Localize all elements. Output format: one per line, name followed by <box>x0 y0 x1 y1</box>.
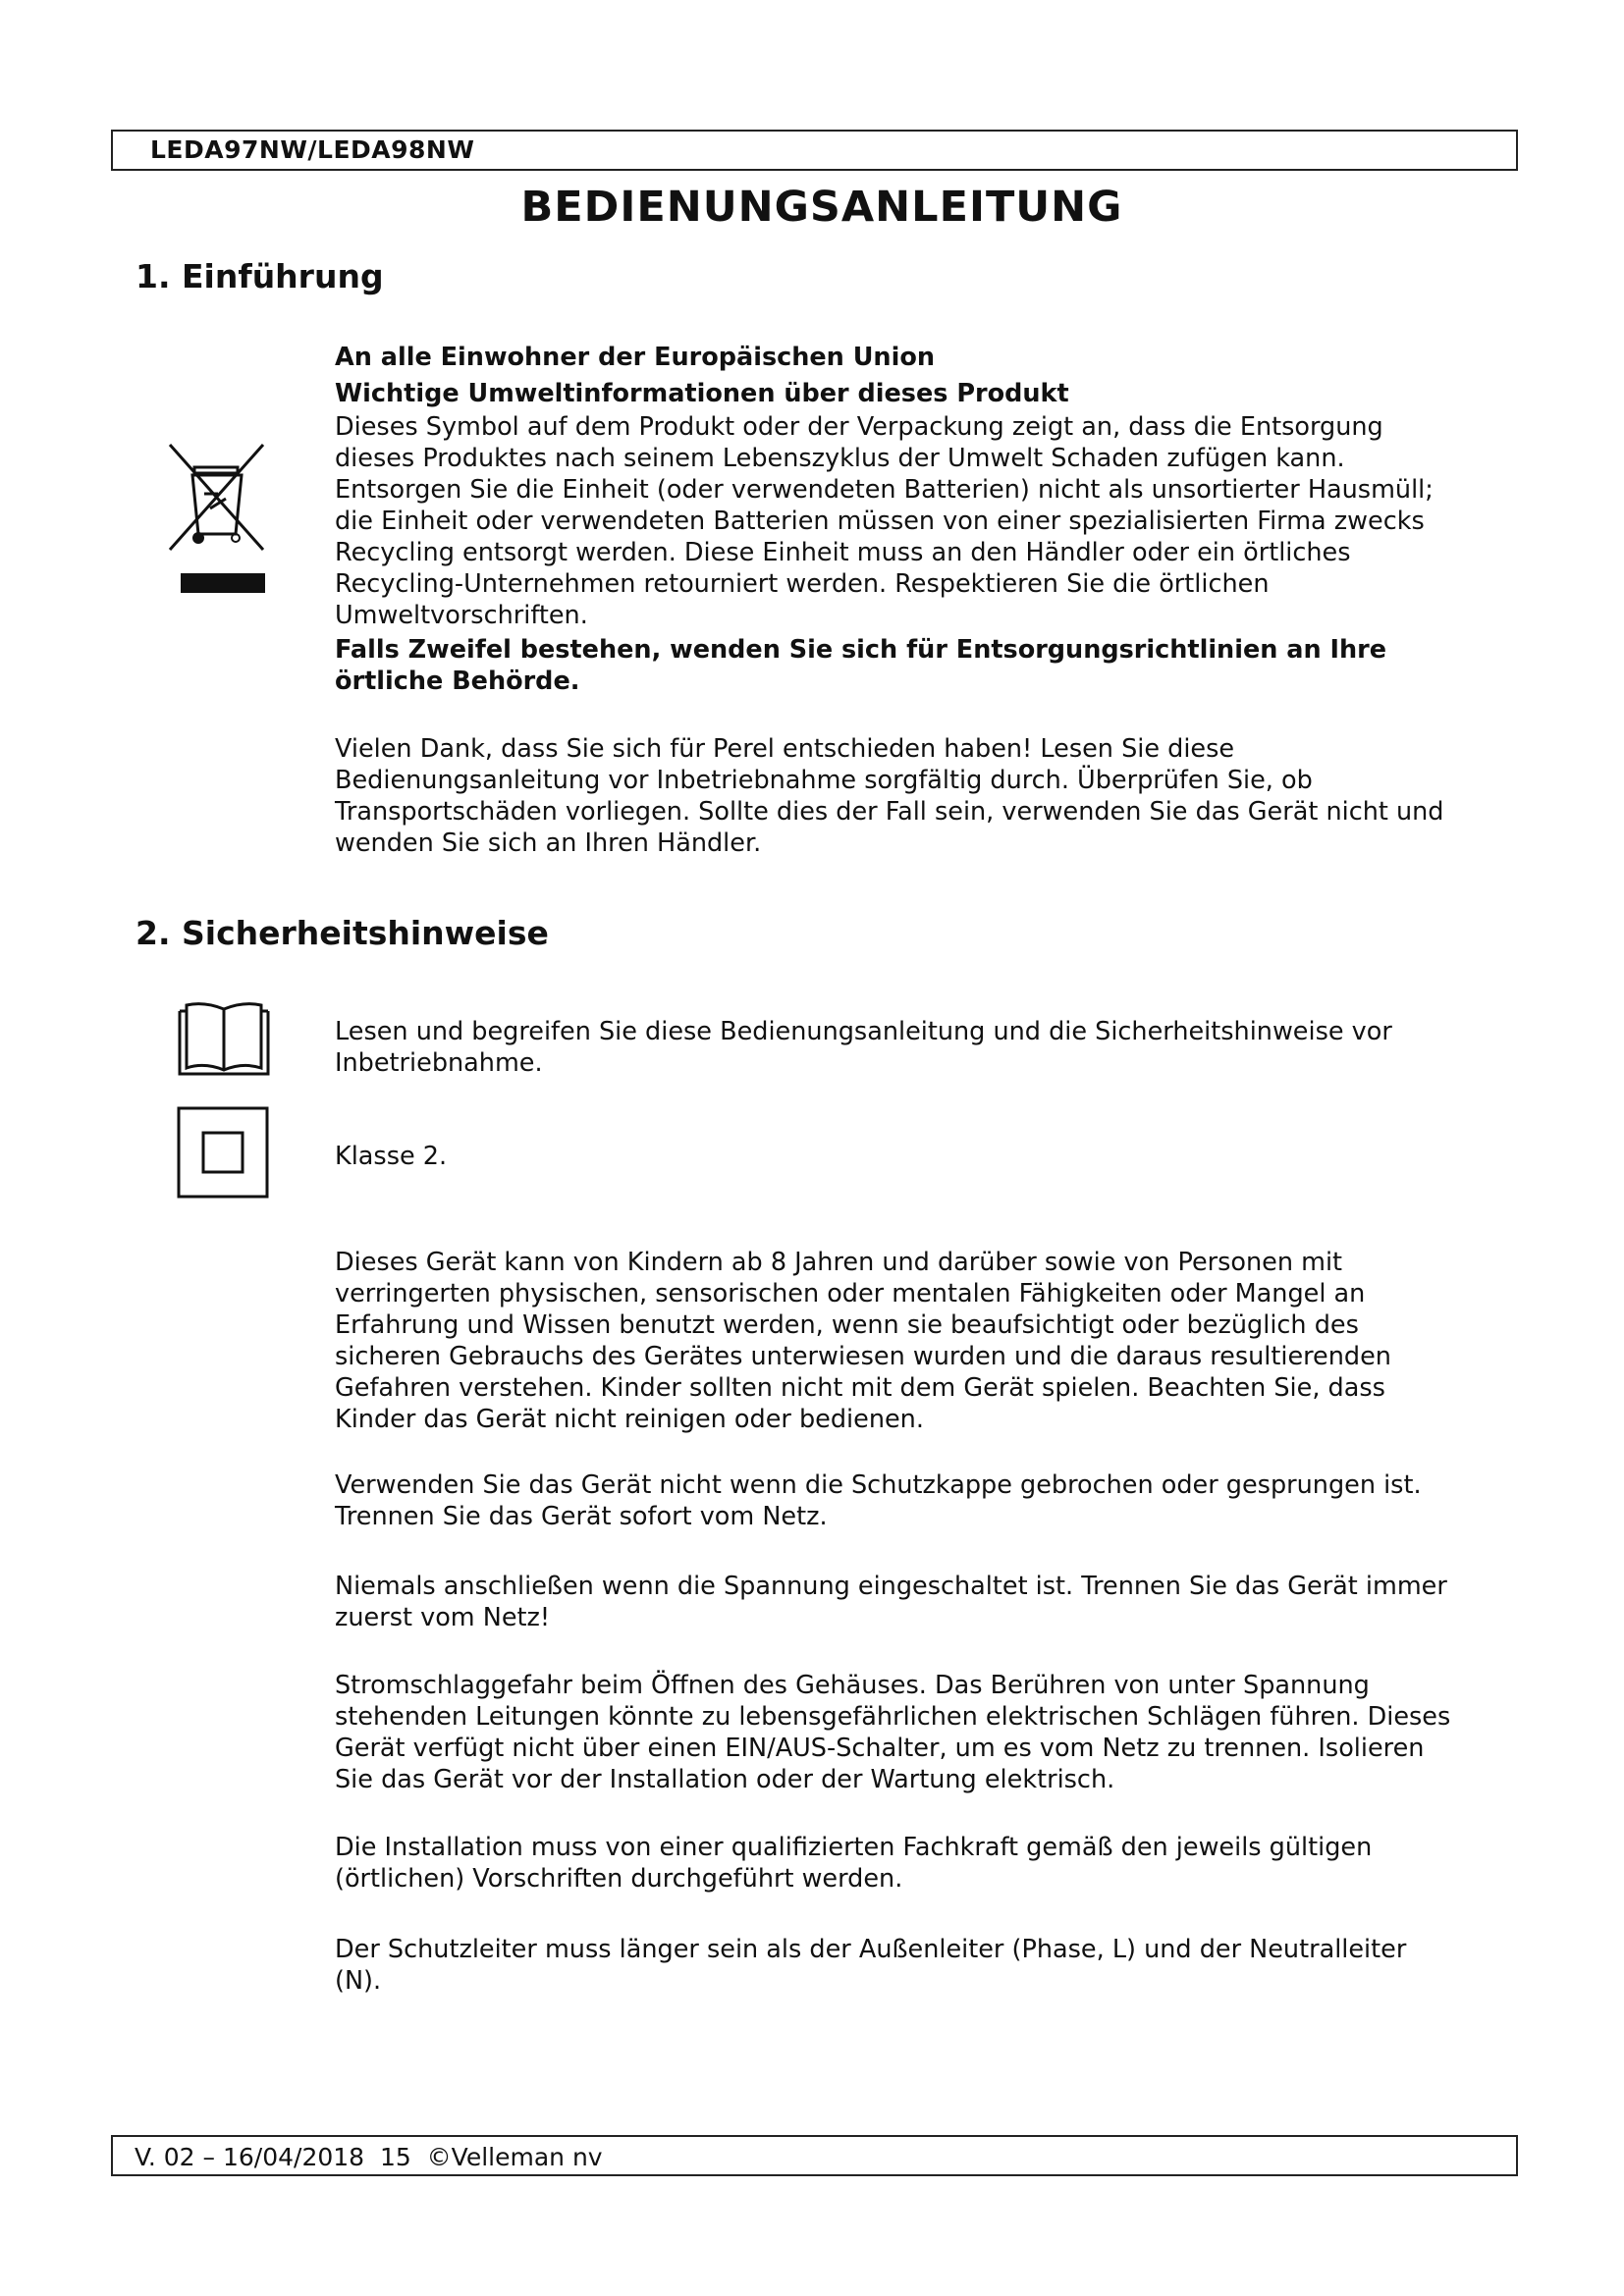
text-line: verringerten physischen, sensorischen oder mentalen Fähigkeiten oder Mangel an <box>335 1279 1366 1308</box>
header-box <box>111 130 1518 171</box>
text-line: Die Installation muss von einer qualifizierten Fachkraft gemäß den jeweils gültigen <box>335 1833 1373 1862</box>
thanks-paragraph <box>335 733 1493 859</box>
cap-paragraph <box>335 1469 1493 1532</box>
weee-bin-icon <box>165 440 273 597</box>
footer-box <box>111 2135 1518 2176</box>
doubt-paragraph <box>335 634 1493 697</box>
document-title: BEDIENUNGSANLEITUNG <box>520 183 1123 232</box>
text-line: Trennen Sie das Gerät sofort vom Netz. <box>335 1502 828 1531</box>
text-line: Umweltvorschriften. <box>335 601 588 630</box>
text-line: Recycling-Unternehmen retourniert werden. Respektieren Sie die örtlichen <box>335 569 1270 599</box>
text-line: sicheren Gebrauchs des Gerätes unterwiesen wurden und die daraus resultierenden <box>335 1342 1391 1371</box>
footer-text: V. 02 – 16/04/2018 15 ©Velleman nv <box>135 2143 603 2171</box>
class-2-icon <box>177 1106 269 1199</box>
section-2-heading: 2. Sicherheitshinweise <box>135 914 549 952</box>
earth-conductor-paragraph <box>335 1934 1493 1997</box>
text-line: Recycling entsorgt werden. Diese Einheit muss an den Händler oder ein örtliches <box>335 538 1351 567</box>
text-line: Falls Zweifel bestehen, wenden Sie sich für Entsorgungsrichtlinien an Ihre <box>335 635 1387 665</box>
text-line: Erfahrung und Wissen benutzt werden, wenn sie beaufsichtigt oder bezüglich des <box>335 1310 1359 1340</box>
text-line: (N). <box>335 1966 382 1996</box>
shock-paragraph <box>335 1670 1493 1795</box>
text-line: Kinder das Gerät nicht reinigen oder bedienen. <box>335 1405 924 1434</box>
installation-paragraph <box>335 1832 1493 1895</box>
manual-book-icon <box>175 1001 273 1080</box>
env-heading: Wichtige Umweltinformationen über dieses Produkt <box>335 379 1069 408</box>
text-line: dieses Produktes nach seinem Lebenszyklus der Umwelt Schaden zufügen kann. <box>335 444 1345 473</box>
voltage-paragraph <box>335 1571 1493 1633</box>
text-line: Verwenden Sie das Gerät nicht wenn die Schutzkappe gebrochen oder gesprungen ist. <box>335 1470 1422 1500</box>
text-line: Transportschäden vorliegen. Sollte dies der Fall sein, verwenden Sie das Gerät nicht und <box>335 797 1444 827</box>
section-1-heading: 1. Einführung <box>135 257 384 295</box>
text-line: stehenden Leitungen könnte zu lebensgefährlichen elektrischen Schlägen führen. Dieses <box>335 1702 1451 1732</box>
read-manual-paragraph <box>335 1016 1493 1079</box>
model-number: LEDA97NW/LEDA98NW <box>150 135 475 164</box>
text-line: Gefahren verstehen. Kinder sollten nicht mit dem Gerät spielen. Beachten Sie, dass <box>335 1373 1385 1403</box>
text-line: Vielen Dank, dass Sie sich für Perel entschieden haben! Lesen Sie diese <box>335 734 1235 764</box>
eu-heading: An alle Einwohner der Europäischen Union <box>335 343 935 372</box>
text-line: Stromschlaggefahr beim Öffnen des Gehäuses. Das Berühren von unter Spannung <box>335 1671 1370 1700</box>
text-line: Niemals anschließen wenn die Spannung eingeschaltet ist. Trennen Sie das Gerät immer <box>335 1572 1447 1601</box>
text-line: die Einheit oder verwendeten Batterien müssen von einer spezialisierten Firma zwecks <box>335 507 1425 536</box>
text-line: Dieses Gerät kann von Kindern ab 8 Jahren und darüber sowie von Personen mit <box>335 1248 1343 1277</box>
text-line: Gerät verfügt nicht über einen EIN/AUS-Schalter, um es vom Netz zu trennen. Isolieren <box>335 1734 1425 1763</box>
text-line: wenden Sie sich an Ihren Händler. <box>335 828 762 858</box>
text-line: (örtlichen) Vorschriften durchgeführt werden. <box>335 1864 903 1894</box>
text-line: Lesen und begreifen Sie diese Bedienungsanleitung und die Sicherheitshinweise vor <box>335 1017 1392 1046</box>
text-line: zuerst vom Netz! <box>335 1603 551 1632</box>
text-line: Sie das Gerät vor der Installation oder der Wartung elektrisch. <box>335 1765 1115 1794</box>
text-line: örtliche Behörde. <box>335 667 580 696</box>
text-line: Dieses Symbol auf dem Produkt oder der Verpackung zeigt an, dass die Entsorgung <box>335 412 1383 442</box>
env-paragraph <box>335 411 1493 631</box>
text-line: Inbetriebnahme. <box>335 1048 543 1078</box>
class-2-label: Klasse 2. <box>335 1142 448 1171</box>
text-line: Bedienungsanleitung vor Inbetriebnahme sorgfältig durch. Überprüfen Sie, ob <box>335 766 1313 795</box>
text-line: Entsorgen Sie die Einheit (oder verwendeten Batterien) nicht als unsortierter Hausmüll; <box>335 475 1434 505</box>
text-line: Der Schutzleiter muss länger sein als der Außenleiter (Phase, L) und der Neutralleiter <box>335 1935 1407 1964</box>
children-paragraph <box>335 1247 1493 1435</box>
